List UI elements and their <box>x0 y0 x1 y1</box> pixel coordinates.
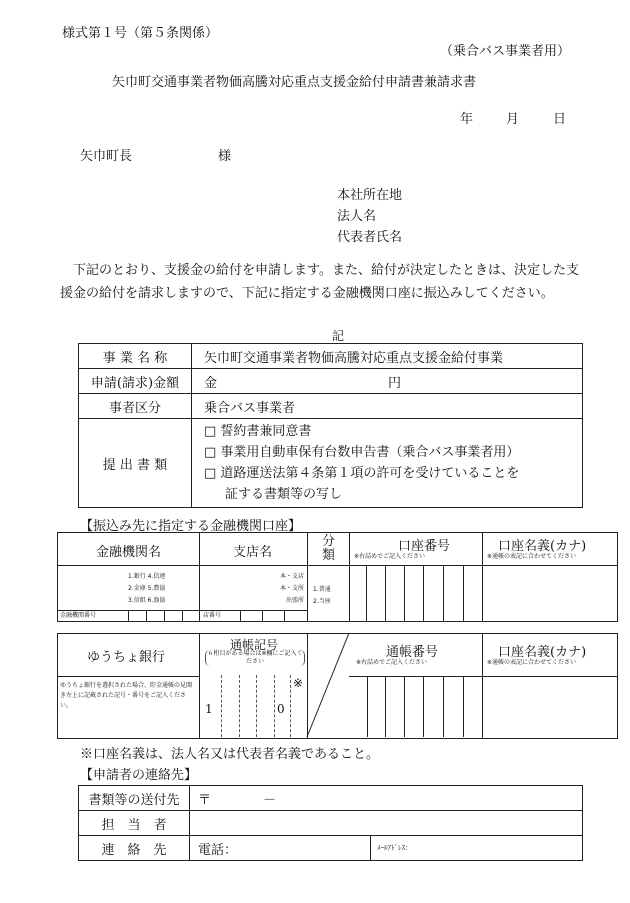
phone-cell[interactable]: 電話： <box>190 836 371 861</box>
bank-types <box>128 571 165 607</box>
bangou-note: ※右詰めでご記入ください <box>356 659 428 666</box>
kigou-digit-first: 1 <box>205 702 213 716</box>
row-label: 事者区分 <box>79 394 192 419</box>
email-cell[interactable]: ﾒｰﾙｱﾄﾞﾚｽ： <box>371 836 583 861</box>
bank-type-option[interactable]: 1.銀行 4.信連 <box>128 573 166 580</box>
row-value: 矢巾町交通事業者物価高騰対応重点支援金給付事業 <box>192 344 583 369</box>
docs-list <box>192 419 583 508</box>
amount-suffix: 円 <box>388 375 402 391</box>
col-holder: 口座名義(カナ) <box>498 539 587 554</box>
date-day: 日 <box>553 112 567 127</box>
col-branch: 支店名 <box>233 545 273 560</box>
col-acct: 口座番号 <box>398 539 451 554</box>
send-address[interactable]: 〒 － <box>190 786 583 811</box>
branch-type-option[interactable]: 本・支店 <box>279 573 304 580</box>
acct-types <box>313 584 331 608</box>
yucho-instruction: ゆうちょ銀行を選択された場合、貯金通帳の見開き左上に記載された記号・番号をご記入ください。 <box>60 682 193 709</box>
col-acct-note: ※右詰めでご記入ください <box>354 553 426 560</box>
holder-note: ※口座名義は、法人名又は代表者名義であること。 <box>80 747 380 762</box>
form-number: 様式第１号（第５条関係） <box>62 26 219 41</box>
branch-code-label: 店番号 <box>203 612 222 619</box>
row-label: 事 業 名 称 <box>79 344 192 369</box>
bank-section-title: 【振込み先に指定する金融機関口座】 <box>80 519 302 534</box>
docs-label: 提 出 書 類 <box>79 419 192 508</box>
contact-table <box>78 785 583 861</box>
addressee-suffix: 様 <box>218 149 232 164</box>
date-year: 年 <box>460 112 474 127</box>
send-label: 書類等の送付先 <box>79 786 190 811</box>
corp-label: 法人名 <box>337 209 377 224</box>
bangou-label: 通帳番号 <box>386 645 439 660</box>
kigou-asterisk: ※ <box>293 676 304 690</box>
acct-type-option[interactable]: 1.普通 <box>313 586 331 593</box>
bank-type-option[interactable]: 2.金庫 5.農協 <box>128 585 166 592</box>
amount-cell[interactable] <box>192 369 583 394</box>
form-type: （乗合バス事業者用） <box>440 44 571 59</box>
body-paragraph: 下記のとおり、支援金の給付を申請します。また、給付が決定したときは、決定した支援金の給付を請求しますので、下記に指定する金融機関口座に振込みしてください。 <box>60 263 579 301</box>
kigou-digit-fifth: 0 <box>277 702 285 716</box>
person-label: 担 当 者 <box>79 811 190 836</box>
bank-code-label: 金融機関番号 <box>60 612 97 619</box>
kigou-label: 通帳記号 <box>230 638 279 652</box>
yucho-holder-label: 口座名義(カナ) <box>498 645 587 660</box>
branch-type-option[interactable]: 出張所 <box>285 597 304 604</box>
doc-item[interactable]: □ 誓約書兼同意書 <box>204 424 312 439</box>
person-value[interactable] <box>190 811 583 836</box>
yucho-holder-note: ※通帳の表記に合わせてください <box>487 659 577 666</box>
row-label: 申請(請求)金額 <box>79 369 192 394</box>
rep-label: 代表者氏名 <box>337 230 403 245</box>
page-title: 矢巾町交通事業者物価高騰対応重点支援金給付申請書兼請求書 <box>112 75 477 90</box>
contact-section-title: 【申請者の連絡先】 <box>80 768 198 783</box>
col-bank: 金融機関名 <box>96 545 162 560</box>
col-type: 分類 <box>322 534 336 563</box>
doc-item-cont: 証する書類等の写し <box>225 487 343 502</box>
address-label: 本社所在地 <box>337 188 403 203</box>
bank-type-option[interactable]: 3.信組 6.漁協 <box>128 597 166 604</box>
branch-type-option[interactable]: 本・支所 <box>279 585 304 592</box>
doc-item[interactable]: □ 事業用自動車保有台数申告書（乗合バス事業者用） <box>204 445 520 460</box>
addressee: 矢巾町長 <box>80 149 133 164</box>
date-month: 月 <box>506 112 520 127</box>
kigou-note: ６桁目がある場合は※欄にご記入ください <box>205 650 305 666</box>
ki-label: 記 <box>332 329 345 343</box>
branch-types <box>264 571 304 607</box>
main-table <box>78 343 583 508</box>
col-holder-note: ※通帳の表記に合わせてください <box>487 553 577 560</box>
amount-prefix: 金 <box>204 375 218 391</box>
contact-label: 連 絡 先 <box>79 836 190 861</box>
acct-type-option[interactable]: 2.当座 <box>313 598 331 605</box>
diagonal-line <box>306 633 350 738</box>
row-value: 乗合バス事業者 <box>192 394 583 419</box>
doc-item[interactable]: □ 道路運送法第４条第１項の許可を受けていることを <box>204 466 520 481</box>
yucho-name: ゆうちょ銀行 <box>87 650 166 665</box>
